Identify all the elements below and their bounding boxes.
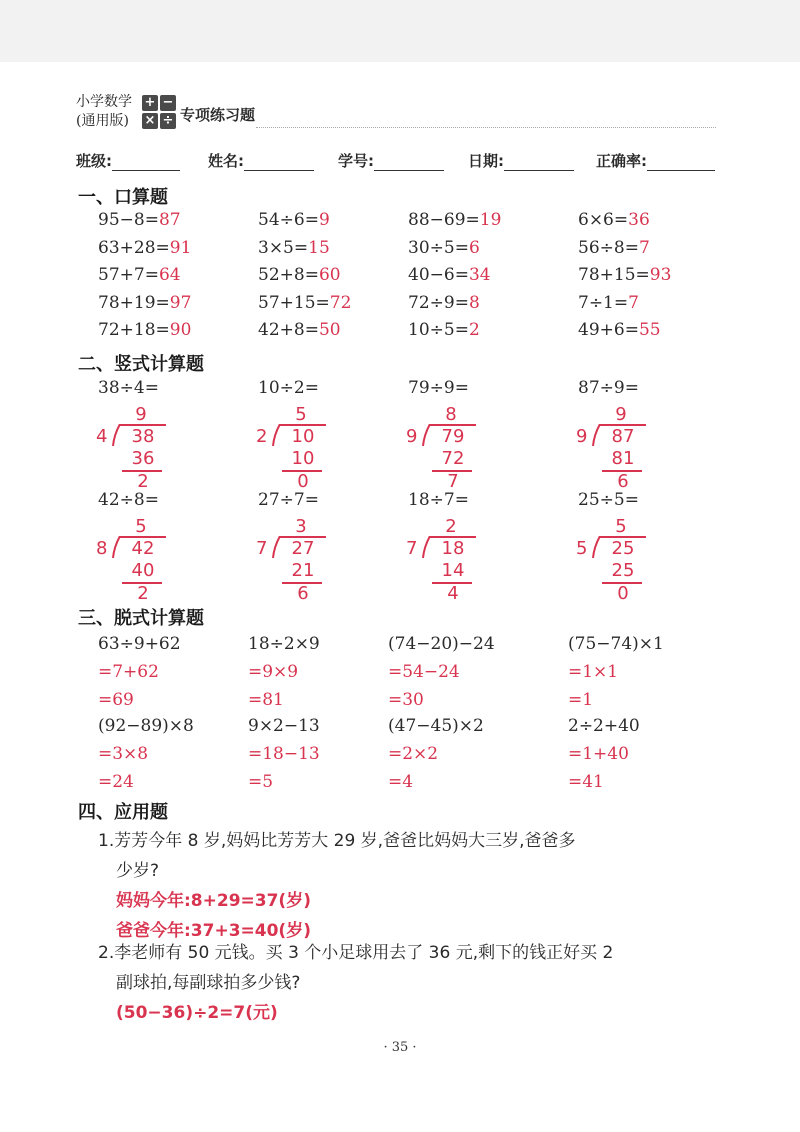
divide-icon: ÷ <box>160 113 176 129</box>
dividend-digit: 10 <box>291 426 315 447</box>
oral-question: 49+6= <box>578 320 639 340</box>
oral-item <box>578 320 661 340</box>
quotient-digit: 8 <box>445 404 457 425</box>
remainder-digit: 0 <box>297 471 309 492</box>
subtraction-line <box>432 582 472 584</box>
oral-question: 54÷6= <box>258 210 319 230</box>
step-calculation <box>388 712 484 796</box>
step-expression: 9×2−13 <box>248 716 320 736</box>
quotient-digit: 3 <box>295 516 307 537</box>
dividend-digit: 79 <box>441 426 465 447</box>
long-division <box>96 516 172 616</box>
series-label <box>76 93 132 131</box>
subtraction-line <box>432 470 472 472</box>
subtraction-line <box>602 582 642 584</box>
word-problem-2 <box>98 938 738 1028</box>
step-expression: 2÷2+40 <box>568 716 640 736</box>
step-expression: (75−74)×1 <box>568 634 664 654</box>
division-top-line <box>430 424 476 426</box>
remainder-digit: 2 <box>137 471 149 492</box>
plus-icon: + <box>142 95 158 111</box>
section-vertical-title: 二、竖式计算题 <box>78 354 204 375</box>
subtraction-line <box>122 582 162 584</box>
division-top-line <box>430 536 476 538</box>
division-bracket <box>422 424 432 446</box>
step-calculation <box>248 630 320 714</box>
product-digit: 81 <box>611 448 635 469</box>
oral-answer: 93 <box>649 265 672 285</box>
section-free-title: 三、脱式计算题 <box>78 608 204 629</box>
division-top-line <box>120 536 166 538</box>
division-top-line <box>280 424 326 426</box>
step-calculation <box>568 712 640 796</box>
oral-answer: 36 <box>628 210 650 230</box>
step-1: =2×2 <box>388 744 439 764</box>
operator-icon <box>142 95 176 129</box>
step-2: =69 <box>98 690 134 710</box>
minus-icon: − <box>160 95 176 111</box>
product-digit: 10 <box>291 448 315 469</box>
step-expression: (92−89)×8 <box>98 716 194 736</box>
long-division <box>256 516 332 616</box>
oral-answer: 15 <box>308 237 330 258</box>
oral-question: 42+8= <box>258 320 319 340</box>
student-id-label: 学号: <box>338 152 374 170</box>
oral-question: 30÷5= <box>408 237 469 258</box>
oral-item <box>98 210 181 230</box>
date-blank[interactable] <box>504 152 574 171</box>
oral-item <box>578 293 639 313</box>
step-expression: 63÷9+62 <box>98 634 181 654</box>
header-divider <box>256 127 716 128</box>
subtraction-line <box>282 582 322 584</box>
oral-question: 52+8= <box>258 265 319 285</box>
class-field[interactable] <box>76 150 180 171</box>
division-bracket <box>112 536 122 558</box>
divisor-digit: 7 <box>406 538 418 559</box>
division-bracket <box>422 536 432 558</box>
division-problem: 38÷4= <box>98 378 159 398</box>
step-2: =81 <box>248 690 284 710</box>
step-2: =41 <box>568 772 604 792</box>
oral-item <box>408 293 480 313</box>
class-blank[interactable] <box>112 152 180 171</box>
date-field[interactable] <box>468 150 574 171</box>
oral-answer: 34 <box>468 265 491 285</box>
step-1: =9×9 <box>248 662 299 682</box>
series-line2: (通用版) <box>76 113 129 129</box>
remainder-digit: 6 <box>297 583 309 604</box>
oral-item <box>258 293 351 313</box>
long-division <box>256 404 332 504</box>
oral-question: 40−6= <box>408 265 469 285</box>
oral-answer: 90 <box>169 320 192 340</box>
subtraction-line <box>122 470 162 472</box>
times-icon: × <box>142 113 158 129</box>
date-label: 日期: <box>468 152 504 170</box>
dividend-digit: 87 <box>611 426 635 447</box>
oral-answer: 6 <box>468 237 480 258</box>
oral-question: 88−69= <box>408 210 480 230</box>
page-title: 专项练习题 <box>180 106 256 124</box>
oral-item <box>98 265 181 285</box>
oral-question: 78+15= <box>578 265 650 285</box>
word-problem-2-text: 2.李老师有 50 元钱。买 3 个小足球用去了 36 元,剩下的钱正好买 2 <box>98 943 614 963</box>
oral-item <box>408 210 501 230</box>
word-problem-2-text-cont: 副球拍,每副球拍多少钱? <box>116 973 301 993</box>
division-problem: 18÷7= <box>408 490 469 510</box>
product-digit: 72 <box>441 448 465 469</box>
name-field[interactable] <box>208 150 314 171</box>
oral-answer: 60 <box>318 265 341 285</box>
division-top-line <box>120 424 166 426</box>
division-top-line <box>280 536 326 538</box>
section-oral-title: 一、口算题 <box>78 187 168 208</box>
long-division <box>96 404 172 504</box>
division-bracket <box>592 536 602 558</box>
accuracy-field[interactable] <box>596 150 715 171</box>
step-calculation <box>388 630 495 714</box>
step-calculation <box>98 712 194 796</box>
oral-answer: 2 <box>468 320 480 340</box>
step-expression: (74−20)−24 <box>388 634 495 654</box>
long-division <box>406 404 482 504</box>
quotient-digit: 2 <box>445 516 457 537</box>
product-digit: 21 <box>291 560 315 581</box>
step-2: =5 <box>248 772 274 792</box>
step-expression: 18÷2×9 <box>248 634 320 654</box>
oral-question: 57+7= <box>98 265 159 285</box>
dividend-digit: 27 <box>291 538 315 559</box>
oral-question: 72+18= <box>98 320 170 340</box>
remainder-digit: 4 <box>447 583 459 604</box>
oral-question: 95−8= <box>98 210 159 230</box>
division-bracket <box>112 424 122 446</box>
oral-item <box>408 238 480 258</box>
remainder-digit: 6 <box>617 471 629 492</box>
step-calculation <box>98 630 181 714</box>
division-top-line <box>600 536 646 538</box>
word-problem-1-answer-1: 妈妈今年:8+29=37(岁) <box>116 891 311 911</box>
divisor-digit: 9 <box>406 426 418 447</box>
word-problem-1 <box>98 826 738 946</box>
oral-question: 3×5= <box>258 237 309 258</box>
word-problem-2-answer: (50−36)÷2=7(元) <box>116 1003 278 1023</box>
quotient-digit: 5 <box>615 516 627 537</box>
oral-answer: 8 <box>468 292 480 313</box>
division-problem: 79÷9= <box>408 378 469 398</box>
dividend-digit: 42 <box>131 538 155 559</box>
oral-answer: 7 <box>628 292 639 313</box>
oral-question: 72÷9= <box>408 292 469 313</box>
class-label: 班级: <box>76 152 112 170</box>
quotient-digit: 5 <box>135 516 147 537</box>
oral-answer: 55 <box>638 320 661 340</box>
division-top-line <box>600 424 646 426</box>
oral-item <box>578 238 650 258</box>
remainder-digit: 0 <box>617 583 629 604</box>
step-1: =1+40 <box>568 744 629 764</box>
oral-item <box>258 265 341 285</box>
divisor-digit: 7 <box>256 538 268 559</box>
divisor-digit: 5 <box>576 538 588 559</box>
oral-item <box>578 210 650 230</box>
step-2: =24 <box>98 772 134 792</box>
oral-answer: 72 <box>329 292 352 313</box>
oral-question: 57+15= <box>258 292 330 313</box>
step-1: =7+62 <box>98 662 159 682</box>
division-bracket <box>272 536 282 558</box>
student-id-blank[interactable] <box>374 152 444 171</box>
oral-question: 7÷1= <box>578 292 629 313</box>
oral-item <box>98 238 191 258</box>
division-problem: 27÷7= <box>258 490 319 510</box>
oral-item <box>408 320 480 340</box>
name-blank[interactable] <box>244 152 314 171</box>
product-digit: 25 <box>611 560 635 581</box>
oral-answer: 19 <box>479 210 502 230</box>
step-2: =30 <box>388 690 424 710</box>
oral-answer: 87 <box>158 210 181 230</box>
step-expression: (47−45)×2 <box>388 716 484 736</box>
division-bracket <box>592 424 602 446</box>
page-header <box>76 93 716 133</box>
oral-item <box>578 265 671 285</box>
accuracy-label: 正确率: <box>596 152 647 170</box>
word-problem-1-text-cont: 少岁? <box>116 861 160 881</box>
divisor-digit: 9 <box>576 426 588 447</box>
oral-answer: 97 <box>169 292 192 313</box>
oral-item <box>98 293 191 313</box>
oral-question: 6×6= <box>578 210 629 230</box>
oral-answer: 91 <box>169 237 192 258</box>
step-1: =54−24 <box>388 662 460 682</box>
product-digit: 40 <box>131 560 155 581</box>
long-division <box>576 404 652 504</box>
oral-item <box>408 265 491 285</box>
product-digit: 36 <box>131 448 155 469</box>
remainder-digit: 7 <box>447 471 459 492</box>
oral-answer: 7 <box>638 237 650 258</box>
page-number: · 35 · <box>383 1040 417 1055</box>
subtraction-line <box>602 470 642 472</box>
dividend-digit: 38 <box>131 426 155 447</box>
oral-answer: 64 <box>158 265 181 285</box>
long-division <box>406 516 482 616</box>
division-problem: 25÷5= <box>578 490 639 510</box>
divisor-digit: 4 <box>96 426 108 447</box>
step-2: =4 <box>388 772 414 792</box>
divisor-digit: 2 <box>256 426 268 447</box>
divisor-digit: 8 <box>96 538 108 559</box>
oral-answer: 50 <box>318 320 341 340</box>
oral-question: 63+28= <box>98 237 170 258</box>
division-bracket <box>272 424 282 446</box>
top-band <box>0 0 800 62</box>
accuracy-blank[interactable] <box>647 152 715 171</box>
oral-question: 56÷8= <box>578 237 639 258</box>
oral-question: 10÷5= <box>408 320 469 340</box>
dividend-digit: 25 <box>611 538 635 559</box>
name-label: 姓名: <box>208 152 244 170</box>
step-calculation <box>568 630 664 714</box>
step-1: =3×8 <box>98 744 149 764</box>
long-division <box>576 516 652 616</box>
division-problem: 42÷8= <box>98 490 159 510</box>
division-problem: 87÷9= <box>578 378 639 398</box>
quotient-digit: 5 <box>295 404 307 425</box>
product-digit: 14 <box>441 560 465 581</box>
division-problem: 10÷2= <box>258 378 319 398</box>
step-2: =1 <box>568 690 594 710</box>
word-problem-1-text: 1.芳芳今年 8 岁,妈妈比芳芳大 29 岁,爸爸比妈妈大三岁,爸爸多 <box>98 831 576 851</box>
step-1: =1×1 <box>568 662 619 682</box>
oral-answer: 9 <box>318 210 330 230</box>
quotient-digit: 9 <box>135 404 147 425</box>
step-calculation <box>248 712 320 796</box>
oral-item <box>98 320 191 340</box>
quotient-digit: 9 <box>615 404 627 425</box>
section-word-title: 四、应用题 <box>78 802 168 823</box>
subtraction-line <box>282 470 322 472</box>
oral-item <box>258 320 341 340</box>
dividend-digit: 18 <box>441 538 465 559</box>
series-line1: 小学数学 <box>76 94 132 110</box>
oral-item <box>258 210 330 230</box>
oral-item <box>258 238 330 258</box>
student-id-field[interactable] <box>338 150 444 171</box>
step-1: =18−13 <box>248 744 320 764</box>
oral-question: 78+19= <box>98 292 170 313</box>
remainder-digit: 2 <box>137 583 149 604</box>
word-problem-1-answer-2: 爸爸今年:37+3=40(岁) <box>116 921 311 941</box>
